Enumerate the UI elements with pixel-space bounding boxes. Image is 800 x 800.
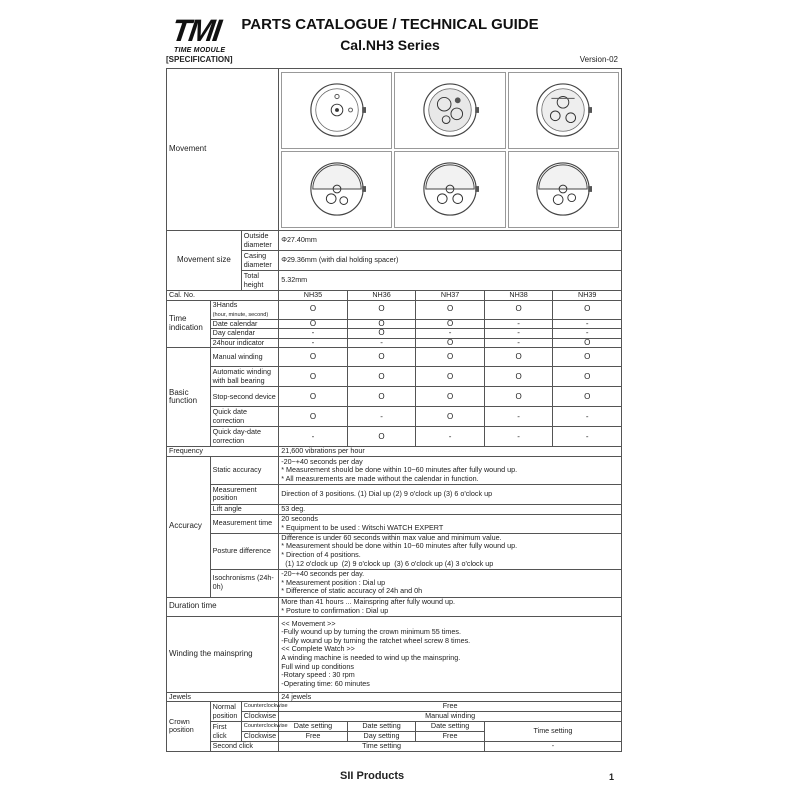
support-mark: -	[553, 407, 622, 427]
posture-difference-label: Posture difference	[210, 533, 279, 569]
header	[160, 10, 622, 68]
duration-label: Duration time	[167, 597, 279, 616]
version-label: Version-02	[579, 55, 618, 64]
support-mark: O	[416, 300, 485, 319]
measurement-position-value: Direction of 3 positions. (1) Dial up (2) 9 o'clock up (3) 6 o'clock up	[279, 484, 622, 504]
support-mark: O	[347, 427, 416, 447]
total-height-label: Total height	[241, 271, 278, 291]
normal-position-label: Normal position	[210, 702, 241, 722]
support-mark: -	[484, 407, 553, 427]
counterclockwise-label: Counterclockwise	[241, 722, 278, 732]
isochronism-label: Isochronisms (24h-0h)	[210, 569, 279, 597]
second-click-label: Second click	[210, 742, 279, 752]
support-mark: O	[553, 367, 622, 387]
feature-label: Stop-second device	[210, 387, 279, 407]
static-accuracy-label: Static accuracy	[210, 456, 279, 484]
movement-back-skeleton-icon	[508, 72, 619, 149]
support-mark: O	[416, 407, 485, 427]
support-mark: O	[279, 348, 348, 367]
winding-value: << Movement >> -Fully wound up by turning the crown minimum 55 times. -Fully wound up by turning the ratchet wheel screw 8 times. << Complete Watch >> A winding machine is needed to wind up the mainspring. Full wind up conditions -Rotary speed : 30 rpm -Operating time: 60 minutes	[279, 616, 622, 692]
first-clockwise-value: Free	[279, 732, 348, 742]
normal-clockwise-value: Manual winding	[279, 712, 622, 722]
support-mark: -	[347, 407, 416, 427]
feature-label: Quick date correction	[210, 407, 279, 427]
support-mark: O	[484, 387, 553, 407]
feature-label: Manual winding	[210, 348, 279, 367]
feature-label: Day calendar	[210, 329, 279, 339]
feature-label: 3Hands (hour, minute, second)	[210, 300, 279, 319]
cal-model: NH37	[416, 291, 485, 301]
support-mark: -	[347, 338, 416, 348]
cal-no-label: Cal. No.	[167, 291, 279, 301]
support-mark: -	[553, 427, 622, 447]
movement-back-skeleton-icon	[394, 72, 505, 149]
first-counter-value: Date setting	[416, 722, 485, 732]
support-mark: -	[553, 329, 622, 339]
jewels-value: 24 jewels	[279, 692, 622, 702]
support-mark: O	[279, 367, 348, 387]
first-click-time-setting: Time setting	[484, 722, 621, 742]
measurement-time-label: Measurement time	[210, 514, 279, 533]
duration-value: More than 41 hours ... Mainspring after fully wound up. * Posture to confirmation : Dial up	[279, 597, 622, 616]
support-mark: -	[279, 427, 348, 447]
movement-images	[279, 69, 622, 231]
first-click-label: First click	[210, 722, 241, 742]
support-mark: O	[347, 319, 416, 329]
support-mark: O	[484, 300, 553, 319]
feature-label: Automatic winding with ball bearing	[210, 367, 279, 387]
support-mark: -	[484, 427, 553, 447]
cal-model: NH39	[553, 291, 622, 301]
support-mark: O	[347, 348, 416, 367]
second-click-value: Time setting	[279, 742, 485, 752]
first-clockwise-value: Day setting	[347, 732, 416, 742]
support-mark: O	[553, 387, 622, 407]
posture-difference-value: Difference is under 60 seconds within max value and minimum value. * Measurement should be done within 10~60 minutes after fully wound up. * Direction of 4 positions. (1) 12 o'clock up (2) 9 o'clock up (3) 6 o'clock up (4) 3 o'clock up	[279, 533, 622, 569]
support-mark: -	[279, 329, 348, 339]
measurement-time-value: 20 seconds * Equipment to be used : Witschi WATCH EXPERT	[279, 514, 622, 533]
support-mark: O	[347, 329, 416, 339]
support-mark: O	[416, 338, 485, 348]
accuracy-label: Accuracy	[167, 456, 211, 597]
page-subtitle: Cal.NH3 Series	[340, 37, 440, 53]
spec-page	[160, 10, 622, 790]
feature-label: Quick day-date correction	[210, 427, 279, 447]
support-mark: O	[484, 348, 553, 367]
support-mark: O	[416, 387, 485, 407]
counterclockwise-label: Counterclockwise	[241, 702, 278, 712]
support-mark: O	[347, 387, 416, 407]
clockwise-label: Clockwise	[241, 732, 278, 742]
support-mark: -	[484, 329, 553, 339]
total-height-value: 5.32mm	[279, 271, 622, 291]
movement-back-rotor-icon	[281, 151, 392, 228]
outside-diameter-value: Φ27.40mm	[279, 231, 622, 251]
feature-label: Date calendar	[210, 319, 279, 329]
winding-label: Winding the mainspring	[167, 616, 279, 692]
casing-diameter-label: Casing diameter	[241, 251, 278, 271]
basic-function-label: Basic function	[167, 348, 211, 447]
support-mark: O	[347, 300, 416, 319]
support-mark: O	[484, 367, 553, 387]
support-mark: O	[416, 319, 485, 329]
movement-label: Movement	[167, 69, 279, 231]
second-click-dash: -	[484, 742, 621, 752]
frequency-value: 21,600 vibrations per hour	[279, 447, 622, 457]
section-label: [SPECIFICATION]	[166, 55, 233, 64]
support-mark: O	[279, 300, 348, 319]
support-mark: -	[416, 329, 485, 339]
support-mark: O	[553, 300, 622, 319]
first-clockwise-value: Free	[416, 732, 485, 742]
cal-model: NH35	[279, 291, 348, 301]
support-mark: O	[279, 387, 348, 407]
normal-counter-value: Free	[279, 702, 622, 712]
outside-diameter-label: Outside diameter	[241, 231, 278, 251]
frequency-label: Frequency	[167, 447, 279, 457]
movement-back-rotor-icon	[394, 151, 505, 228]
lift-angle-label: Lift angle	[210, 504, 279, 514]
time-indication-label: Time indication	[167, 300, 211, 348]
company-name: SII Products	[340, 770, 405, 782]
support-mark: -	[484, 338, 553, 348]
support-mark: O	[416, 367, 485, 387]
support-mark: O	[416, 348, 485, 367]
isochronism-value: -20~+40 seconds per day. * Measurement position : Dial up * Difference of static accuracy of 24h and 0h	[279, 569, 622, 597]
support-mark: -	[484, 319, 553, 329]
static-accuracy-value: -20~+40 seconds per day * Measurement should be done within 10~60 minutes after fully wound up. * All measurements are made without the calendar in function.	[279, 456, 622, 484]
casing-diameter-value: Φ29.36mm (with dial holding spacer)	[279, 251, 622, 271]
page-title: PARTS CATALOGUE / TECHNICAL GUIDE Cal.NH3 Series	[230, 16, 550, 54]
tmi-logo: TMI TIME MODULE	[169, 13, 226, 54]
first-counter-value: Date setting	[279, 722, 348, 732]
crown-position-label: Crown position	[167, 702, 211, 752]
support-mark: O	[553, 348, 622, 367]
support-mark: -	[416, 427, 485, 447]
cal-model: NH36	[347, 291, 416, 301]
support-mark: O	[279, 407, 348, 427]
movement-back-rotor-icon	[508, 151, 619, 228]
jewels-label: Jewels	[167, 692, 279, 702]
support-mark: -	[553, 319, 622, 329]
support-mark: -	[279, 338, 348, 348]
feature-label: 24hour indicator	[210, 338, 279, 348]
measurement-position-label: Measurement position	[210, 484, 279, 504]
movement-dial-side-icon	[281, 72, 392, 149]
page-number: 1	[608, 772, 614, 782]
support-mark: O	[279, 319, 348, 329]
support-mark: O	[553, 338, 622, 348]
lift-angle-value: 53 deg.	[279, 504, 622, 514]
movement-size-label: Movement size	[167, 231, 242, 291]
spec-table	[166, 68, 622, 752]
first-counter-value: Date setting	[347, 722, 416, 732]
cal-model: NH38	[484, 291, 553, 301]
clockwise-label: Clockwise	[241, 712, 278, 722]
footer	[160, 770, 622, 786]
support-mark: O	[347, 367, 416, 387]
